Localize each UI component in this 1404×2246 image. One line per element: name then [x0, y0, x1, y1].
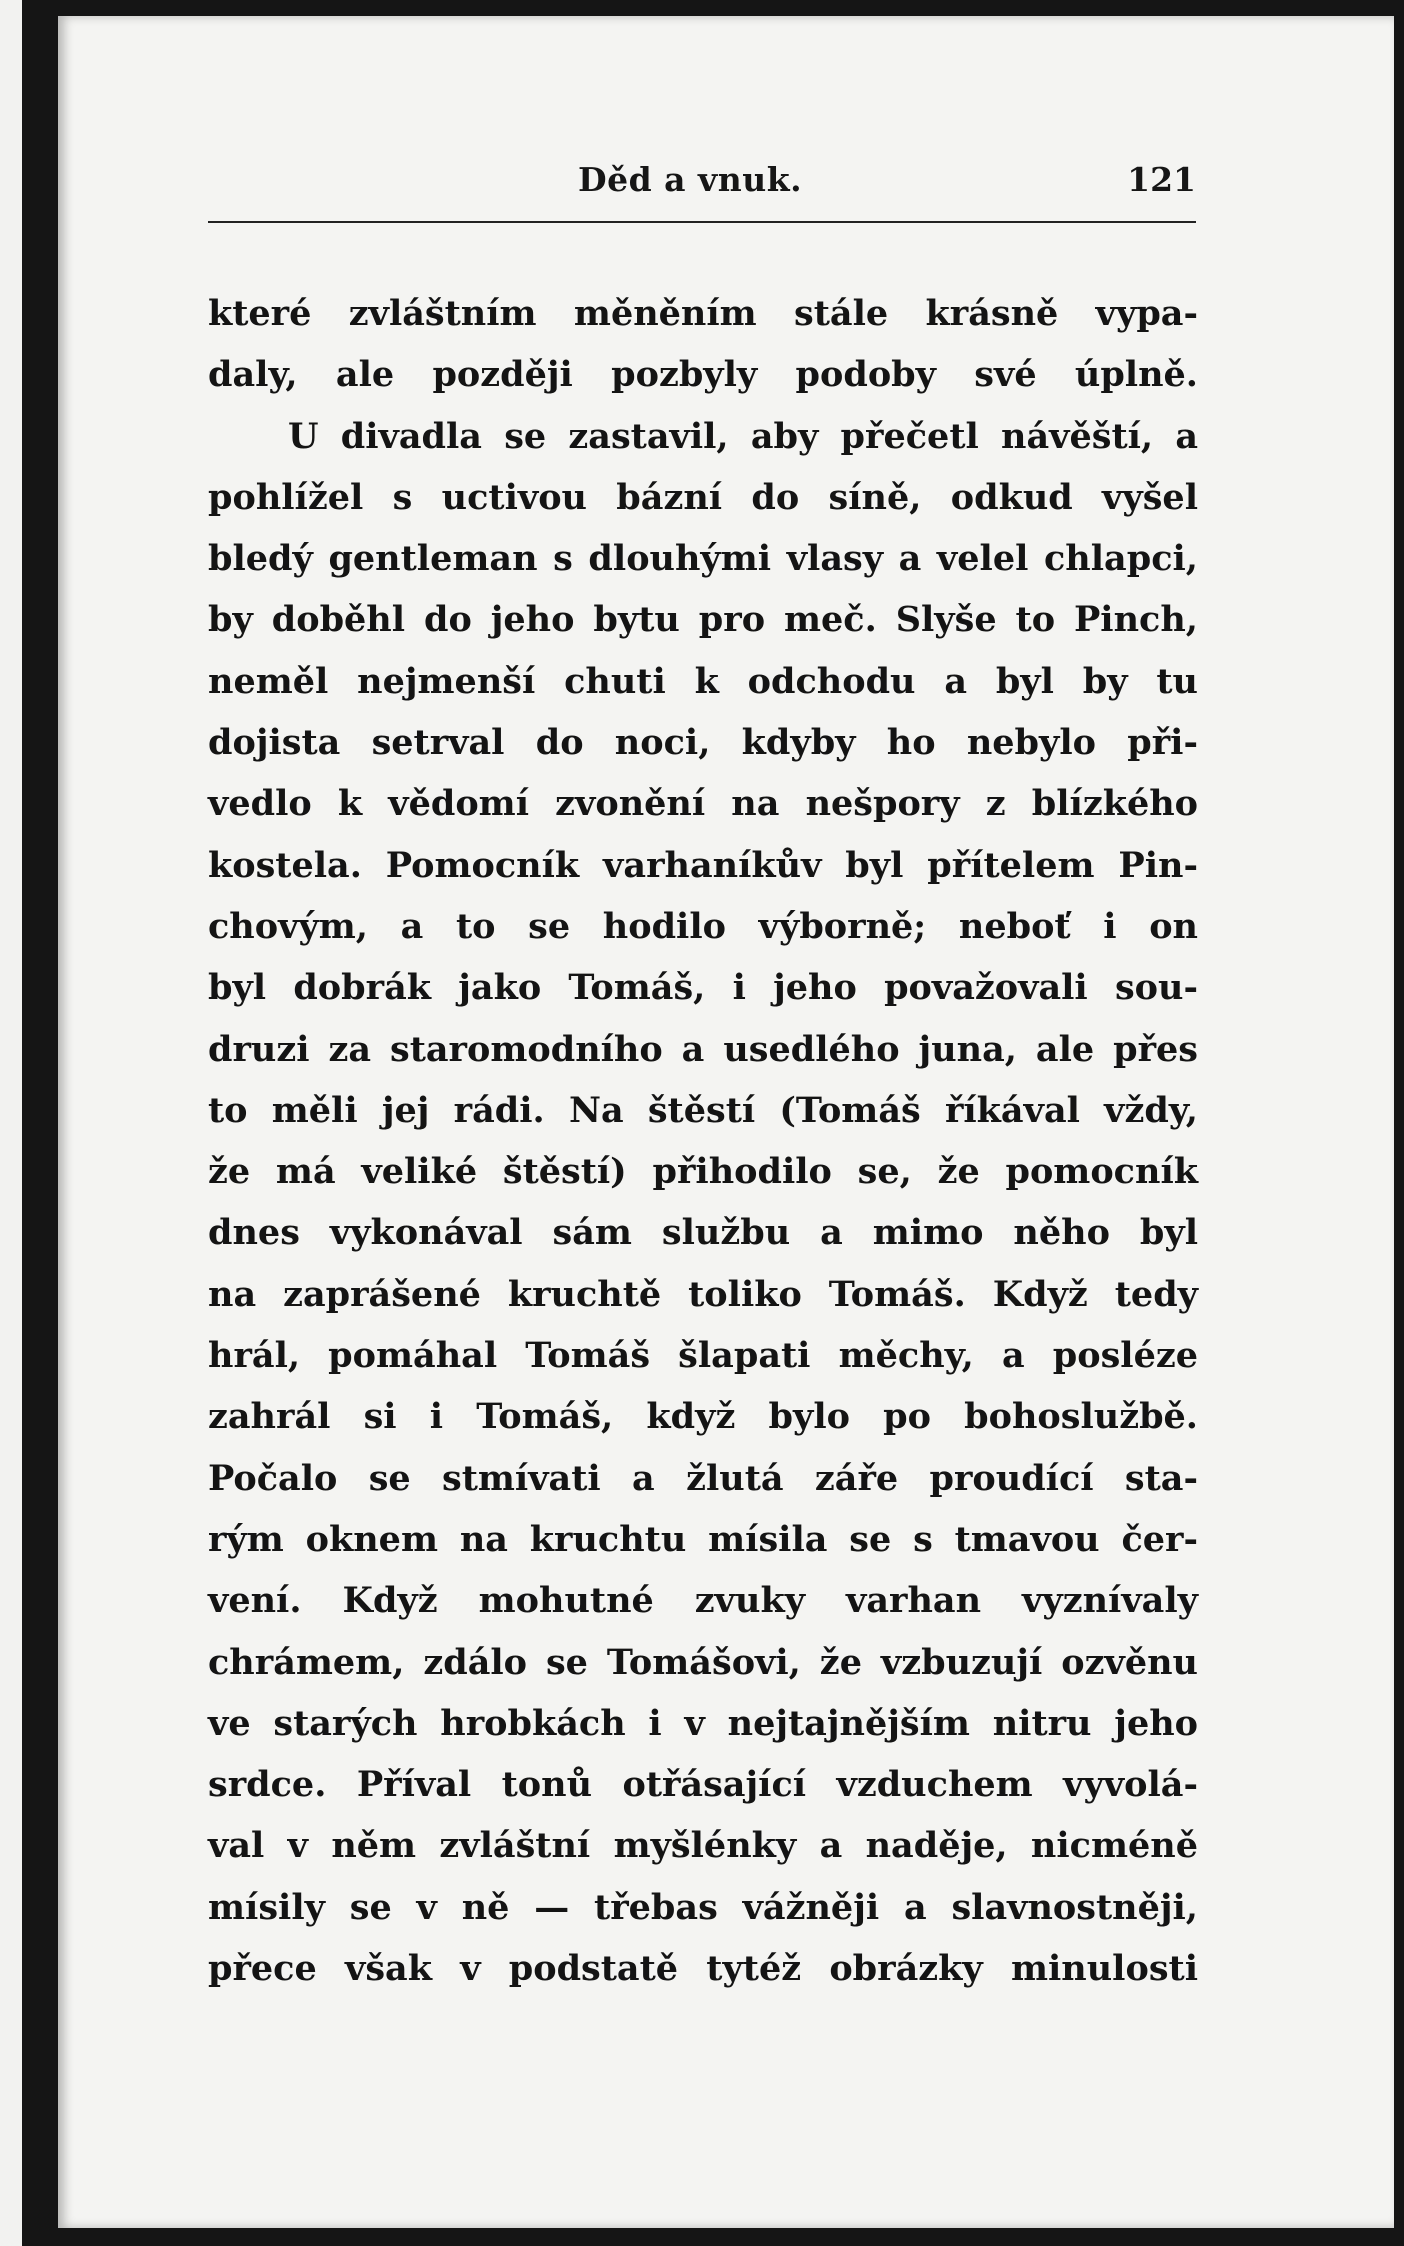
text-line: neměl nejmenší chuti k odchodu a byl by tu [208, 660, 1198, 702]
text-line: to měli jej rádi. Na štěstí (Tomáš říkával vždy, [208, 1089, 1198, 1131]
text-line: dojista setrval do noci, kdyby ho nebylo při- [208, 722, 1198, 764]
text-line: dnes vykonával sám službu a mimo něho byl [208, 1212, 1198, 1254]
text-line: val v něm zvláštní myšlénky a naděje, nicméně [208, 1825, 1198, 1867]
text-line: že má veliké štěstí) přihodilo se, že pomocník [208, 1151, 1198, 1193]
text-line: přece však v podstatě tytéž obrázky minulosti [208, 1948, 1198, 1990]
running-head [208, 158, 1196, 218]
header-rule [208, 221, 1196, 223]
page-left-edge [0, 0, 22, 2246]
page-number: 121 [1127, 160, 1196, 199]
text-line: které zvláštním měněním stále krásně vypa- [208, 293, 1198, 334]
text-line: ve starých hrobkách i v nejtajnějším nitru jeho [208, 1702, 1198, 1744]
text-line: mísily se v ně — třebas vážněji a slavnostněji, [208, 1886, 1198, 1928]
text-line: kostela. Pomocník varhaníkův byl přítelem Pin- [208, 844, 1198, 886]
text-line: vedlo k vědomí zvonění na nešpory z blízkého [208, 783, 1198, 825]
text-line: pohlížel s uctivou bázní do síně, odkud vyšel [208, 476, 1198, 518]
text-line: bledý gentleman s dlouhými vlasy a velel chlapci, [208, 538, 1198, 580]
text-line: vení. Když mohutné zvuky varhan vyznívaly [208, 1580, 1198, 1622]
text-line: druzi za staromodního a usedlého juna, ale přes [208, 1028, 1198, 1070]
text-line: Počalo se stmívati a žlutá záře proudící sta- [208, 1457, 1198, 1499]
text-line: srdce. Příval tonů otřásající vzduchem vyvolá- [208, 1764, 1198, 1806]
text-line: byl dobrák jako Tomáš, i jeho považovali sou- [208, 967, 1198, 1009]
text-line: hrál, pomáhal Tomáš šlapati měchy, a posléze [208, 1335, 1198, 1377]
text-line: na zaprášené kruchtě toliko Tomáš. Když tedy [208, 1273, 1198, 1315]
text-line: chrámem, zdálo se Tomášovi, že vzbuzují ozvěnu [208, 1641, 1198, 1683]
body-text [208, 283, 1198, 1999]
running-title: Děd a vnuk. [578, 160, 803, 199]
text-line: rým oknem na kruchtu mísila se s tmavou čer- [208, 1518, 1198, 1560]
text-line: chovým, a to se hodilo výborně; neboť i on [208, 905, 1198, 947]
text-line: U divadla se zastavil, aby přečetl návěští, a [288, 415, 1198, 457]
text-line: by doběhl do jeho bytu pro meč. Slyše to Pinch, [208, 599, 1198, 641]
text-line: zahrál si i Tomáš, když bylo po bohoslužbě. [208, 1396, 1198, 1438]
text-line: daly, ale později pozbyly podoby své úplně. [208, 354, 1198, 396]
